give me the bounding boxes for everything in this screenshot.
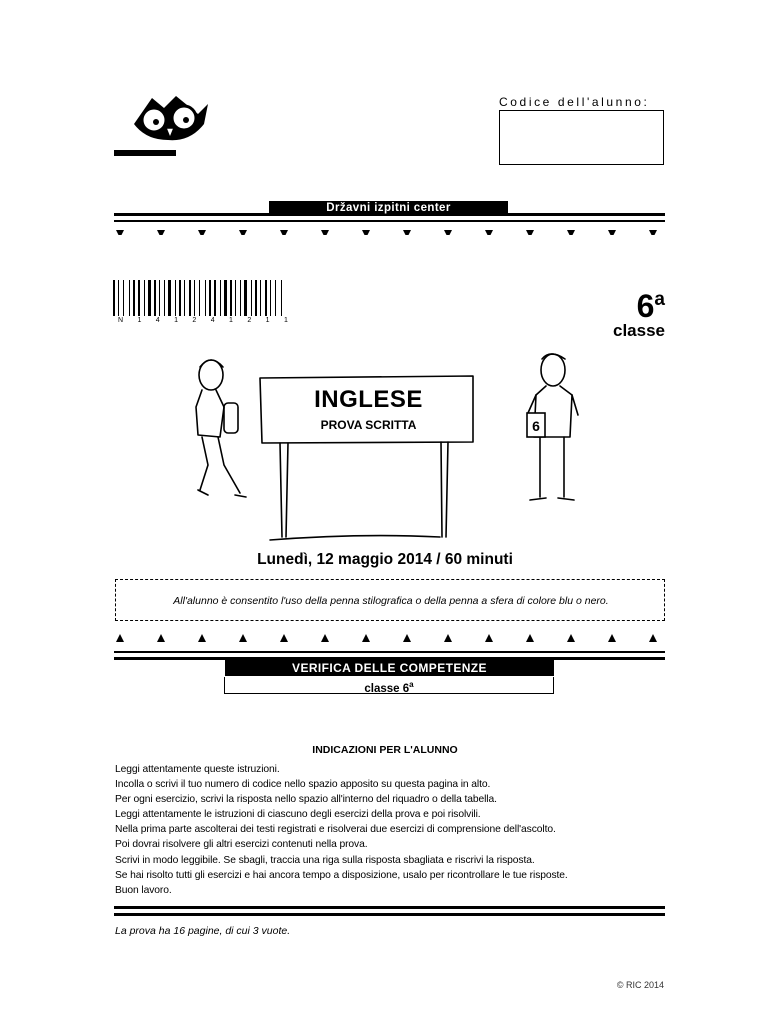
divider: [114, 906, 665, 909]
grade-label: classe: [613, 321, 665, 340]
barcode-digit: 2: [247, 317, 252, 324]
instruction-line: Scrivi in modo leggibile. Se sbagli, traccia una riga sulla risposta sbagliata e riscrivi la risposta.: [115, 854, 535, 866]
instruction-line: Poi dovrai risolvere gli altri esercizi contenuti nella prova.: [115, 839, 368, 851]
pages-note: La prova ha 16 pagine, di cui 3 vuote.: [115, 925, 291, 937]
barcode-icon: [113, 280, 286, 316]
instructions-title: INDICAZIONI PER L'ALUNNO: [312, 744, 458, 756]
barcode-digit: 1: [283, 317, 288, 324]
students-sign-illustration: [180, 345, 600, 545]
instruction-line: Leggi attentamente queste istruzioni.: [115, 764, 280, 775]
book-number: 6: [532, 418, 540, 434]
copyright: © RIC 2014: [616, 980, 664, 990]
instruction-line: Nella prima parte ascolterai dei testi registrati e risolverai due esercizi di comprensione dell'ascolto.: [115, 824, 556, 836]
barcode-number: [118, 317, 288, 324]
verifica-title: VERIFICA DELLE COMPETENZE: [225, 660, 554, 676]
barcode-digit: 1: [174, 317, 178, 324]
owl-logo-icon: [112, 84, 222, 160]
instruction-line: Se hai risolto tutti gli esercizi e hai ancora tempo a disposizione, usalo per ricontrollare le tue risposte.: [115, 869, 568, 881]
barcode-digit: 1: [265, 317, 270, 324]
barcode-digit: 4: [210, 317, 215, 324]
instruction-line: Per ogni esercizio, scrivi la risposta nello spazio all'interno del riquadro o della tabella.: [115, 794, 497, 806]
grade-number: 6$^a$: [636, 288, 665, 324]
barcode-digit: 2: [192, 317, 197, 324]
verifica-class: classe 6$^a$: [224, 677, 554, 694]
instruction-line: Incolla o scrivi il tuo numero di codice nello spazio apposito su questa pagina in alto.: [115, 779, 491, 791]
instruction-line: Leggi attentamente le istruzioni di ciascuno degli esercizi della prova e poi risolvili.: [115, 809, 481, 821]
note-text: All'alunno è consentito l'uso della penna stilografica o della penna a sfera di colore blu o nero.: [173, 595, 609, 607]
exam-date: Lunedì, 12 maggio 2014 / 60 minuti: [257, 551, 513, 568]
exam-center-title: Državni izpitni center: [269, 201, 508, 216]
student-code-label: Codice dell'alunno:: [499, 95, 650, 109]
subject-title: INGLESE: [314, 386, 423, 413]
bottom-decorative-band: [114, 633, 665, 663]
instructions-list: [115, 762, 568, 898]
barcode-digit: 1: [137, 317, 142, 324]
barcode-digit: N: [118, 317, 124, 324]
instruction-line: Buon lavoro.: [115, 884, 172, 896]
barcode-digit: 4: [155, 317, 160, 324]
divider: [114, 913, 665, 916]
student-code-box[interactable]: [499, 110, 664, 165]
subject-subtitle: PROVA SCRITTA: [320, 418, 417, 432]
barcode-digit: 1: [229, 317, 233, 324]
